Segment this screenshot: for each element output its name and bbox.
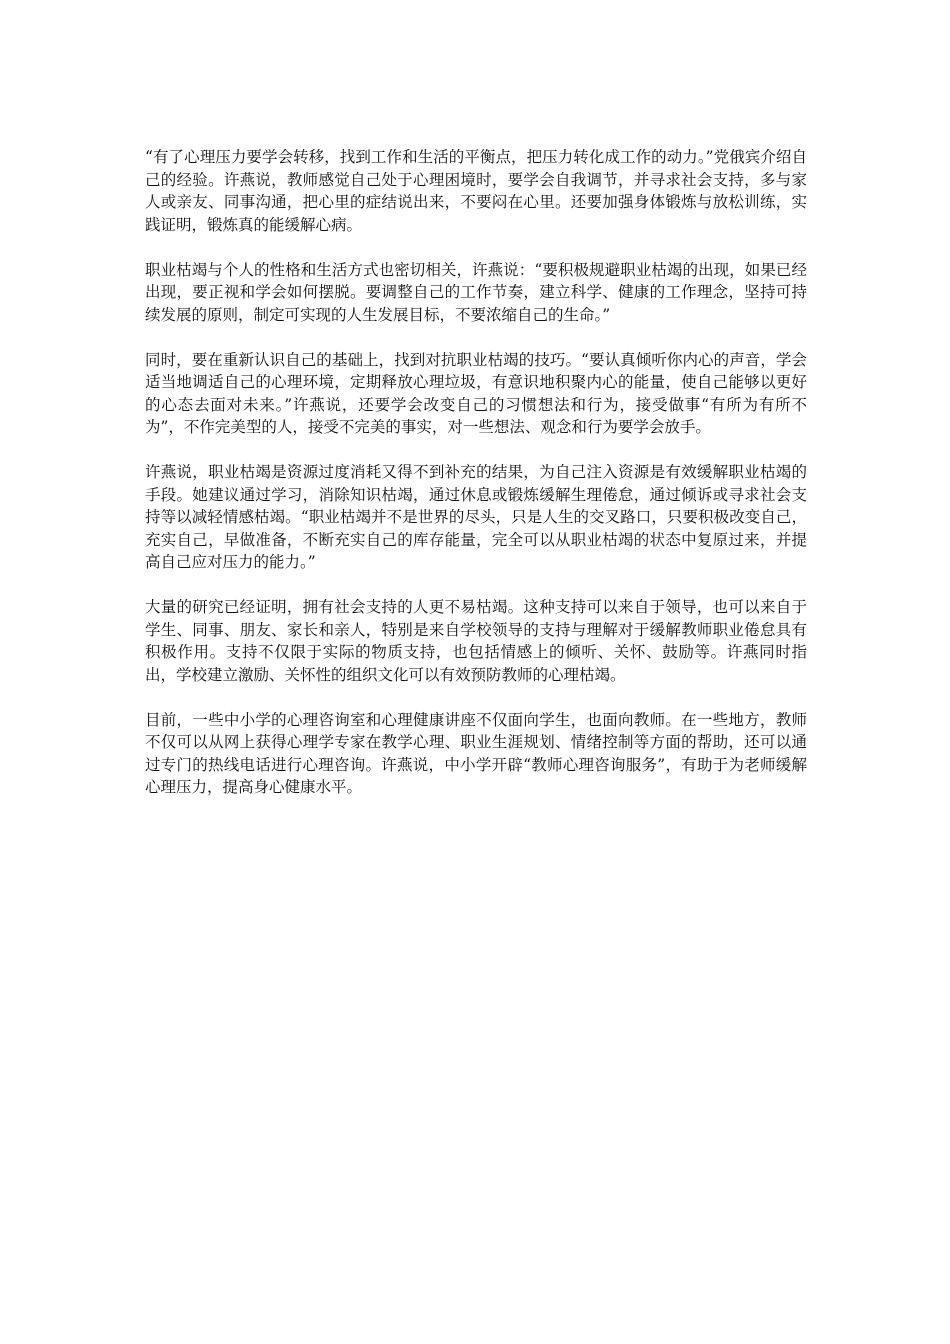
paragraph-3: 同时，要在重新认识自己的基础上，找到对抗职业枯竭的技巧。“要认真倾听你内心的声音，学会适当地调适自己的心理环境，定期释放心理垃圾，有意识地积聚内心的能量，使自己能够以更好的心态去面对未来。”许燕说，还要学会改变自己的习惯想法和行为，接受做事“有所为有所不为”，不作完美型的人，接受不完美的事实，对一些想法、观念和行为要学会放手。 <box>145 350 807 436</box>
paragraph-1: “有了心理压力要学会转移，找到工作和生活的平衡点，把压力转化成工作的动力。”党俄宾介绍自己的经验。许燕说，教师感觉自己处于心理困境时，要学会自我调节，并寻求社会支持，多与家人或亲友、同事沟通，把心里的症结说出来，不要闷在心里。还要加强身体锻炼与放松训练，实践证明，锻炼真的能缓解心病。 <box>145 148 807 234</box>
paragraph-4: 许燕说，职业枯竭是资源过度消耗又得不到补充的结果，为自己注入资源是有效缓解职业枯竭的手段。她建议通过学习，消除知识枯竭，通过休息或锻炼缓解生理倦怠，通过倾诉或寻求社会支持等以减轻情感枯竭。“职业枯竭并不是世界的尽头，只是人生的交叉路口，只要积极改变自己，充实自己，早做准备，不断充实自己的库存能量，完全可以从职业枯竭的状态中复原过来，并提高自己应对压力的能力。” <box>145 463 807 571</box>
document-body <box>145 146 807 821</box>
paragraph-2: 职业枯竭与个人的性格和生活方式也密切相关，许燕说：“要积极规避职业枯竭的出现，如果已经出现，要正视和学会如何摆脱。要调整自己的工作节奏，建立科学、健康的工作理念，坚持可持续发展的原则，制定可实现的人生发展目标，不要浓缩自己的生命。” <box>145 260 807 324</box>
paragraph-5: 大量的研究已经证明，拥有社会支持的人更不易枯竭。这种支持可以来自于领导，也可以来自于学生、同事、朋友、家长和亲人，特别是来自学校领导的支持与理解对于缓解教师职业倦怠具有积极作用。支持不仅限于实际的物质支持，也包括情感上的倾听、关怀、鼓励等。许燕同时指出，学校建立激励、关怀性的组织文化可以有效预防教师的心理枯竭。 <box>145 598 807 684</box>
paragraph-6: 目前，一些中小学的心理咨询室和心理健康讲座不仅面向学生，也面向教师。在一些地方，教师不仅可以从网上获得心理学专家在教学心理、职业生涯规划、情绪控制等方面的帮助，还可以通过专门的热线电话进行心理咨询。许燕说，中小学开辟“教师心理咨询服务”，有助于为老师缓解心理压力，提高身心健康水平。 <box>145 710 807 796</box>
